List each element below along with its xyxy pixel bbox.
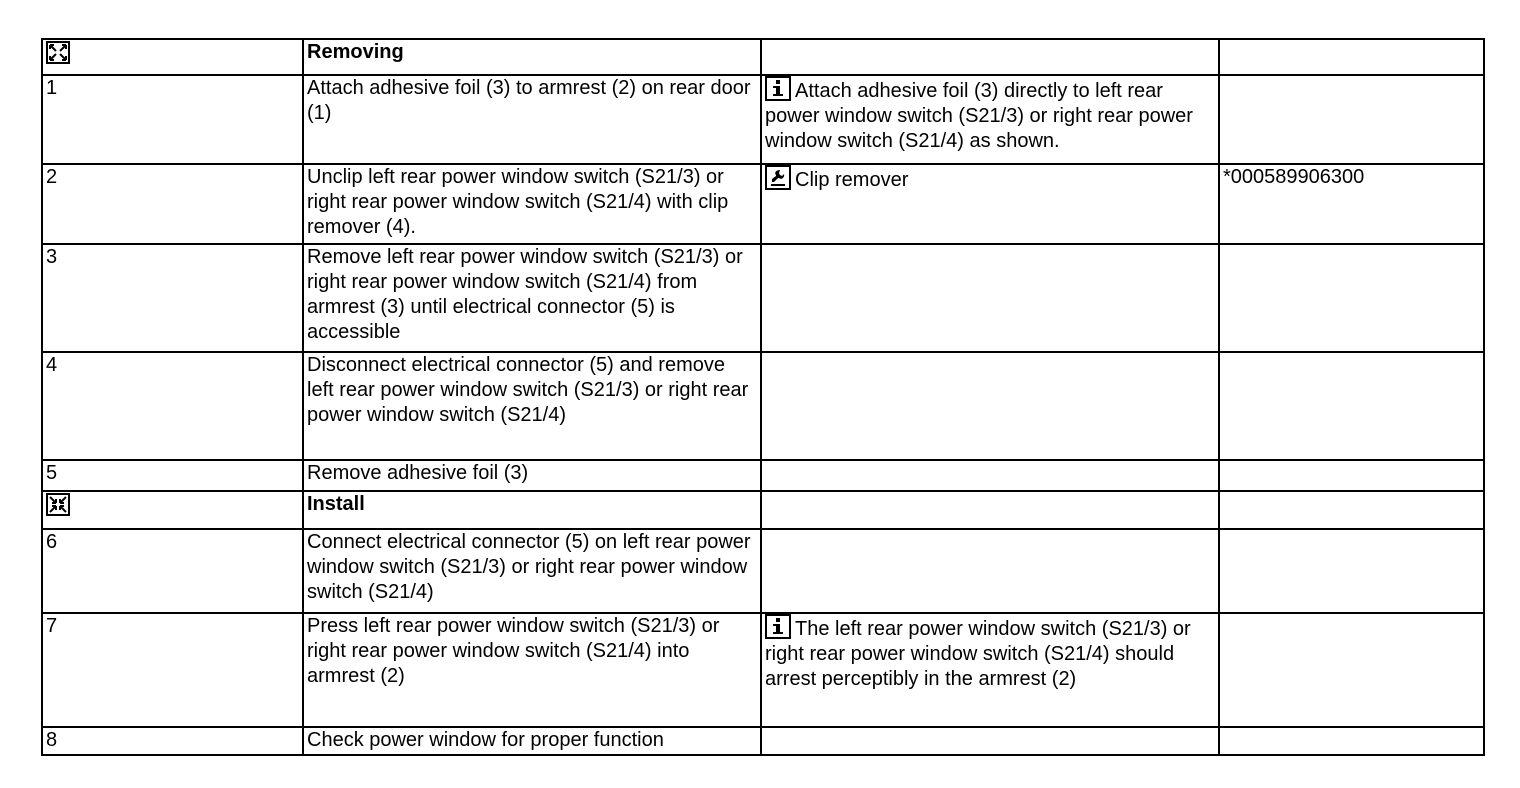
step-note xyxy=(761,244,1219,352)
step-text: Connect electrical connector (5) on left rear power window switch (S21/3) or right rear power window switch (S21/4) xyxy=(303,529,761,613)
step-number: 8 xyxy=(42,727,303,755)
step-row xyxy=(42,352,1484,460)
part-number xyxy=(1219,460,1484,491)
step-note xyxy=(761,727,1219,755)
step-number: 1 xyxy=(42,75,303,164)
part-number xyxy=(1219,613,1484,727)
step-text: Unclip left rear power window switch (S21/3) or right rear power window switch (S21/4) with clip remover (4). xyxy=(303,164,761,244)
step-row xyxy=(42,613,1484,727)
part-number xyxy=(1219,352,1484,460)
note-text: Clip remover xyxy=(795,169,909,191)
step-row xyxy=(42,529,1484,613)
step-note xyxy=(761,164,1219,244)
step-row xyxy=(42,75,1484,164)
step-note xyxy=(761,352,1219,460)
step-note xyxy=(761,460,1219,491)
step-text: Disconnect electrical connector (5) and remove left rear power window switch (S21/3) or right rear power window switch (S21/4) xyxy=(303,352,761,460)
step-number: 7 xyxy=(42,613,303,727)
step-row xyxy=(42,727,1484,755)
part-number xyxy=(1219,529,1484,613)
procedure-table xyxy=(41,38,1485,756)
step-text: Remove adhesive foil (3) xyxy=(303,460,761,491)
step-number: 6 xyxy=(42,529,303,613)
step-text: Remove left rear power window switch (S21/3) or right rear power window switch (S21/4) from armrest (3) until electrical connector (5) is accessible xyxy=(303,244,761,352)
part-number xyxy=(1219,244,1484,352)
empty-cell xyxy=(1219,491,1484,529)
info-note-icon xyxy=(765,76,791,101)
note-text: Attach adhesive foil (3) directly to left rear power window switch (S21/3) or right rear power window switch (S21/4) as shown. xyxy=(765,80,1193,152)
info-note-icon xyxy=(765,614,791,639)
step-note xyxy=(761,613,1219,727)
section-header-install xyxy=(42,491,1484,529)
part-number: *000589906300 xyxy=(1219,164,1484,244)
part-number xyxy=(1219,727,1484,755)
step-text: Check power window for proper function xyxy=(303,727,761,755)
part-number xyxy=(1219,75,1484,164)
section-title xyxy=(303,39,761,75)
section-title xyxy=(303,491,761,529)
install-section-icon xyxy=(46,493,70,516)
step-row xyxy=(42,164,1484,244)
empty-cell xyxy=(761,39,1219,75)
step-number: 4 xyxy=(42,352,303,460)
step-row xyxy=(42,244,1484,352)
step-note xyxy=(761,529,1219,613)
empty-cell xyxy=(761,491,1219,529)
step-number: 5 xyxy=(42,460,303,491)
step-text: Attach adhesive foil (3) to armrest (2) on rear door (1) xyxy=(303,75,761,164)
section-title-text: Removing xyxy=(307,41,404,63)
step-number: 2 xyxy=(42,164,303,244)
empty-cell xyxy=(1219,39,1484,75)
step-number: 3 xyxy=(42,244,303,352)
section-icon-cell xyxy=(42,491,303,529)
note-text: The left rear power window switch (S21/3) or right rear power window switch (S21/4) should arrest perceptibly in the armrest (2) xyxy=(765,618,1191,690)
special-tool-icon xyxy=(765,165,791,190)
section-header-removing xyxy=(42,39,1484,75)
step-text: Press left rear power window switch (S21/3) or right rear power window switch (S21/4) into armrest (2) xyxy=(303,613,761,727)
section-title-text: Install xyxy=(307,493,365,515)
removing-section-icon xyxy=(46,41,70,64)
section-icon-cell xyxy=(42,39,303,75)
step-note xyxy=(761,75,1219,164)
step-row xyxy=(42,460,1484,491)
